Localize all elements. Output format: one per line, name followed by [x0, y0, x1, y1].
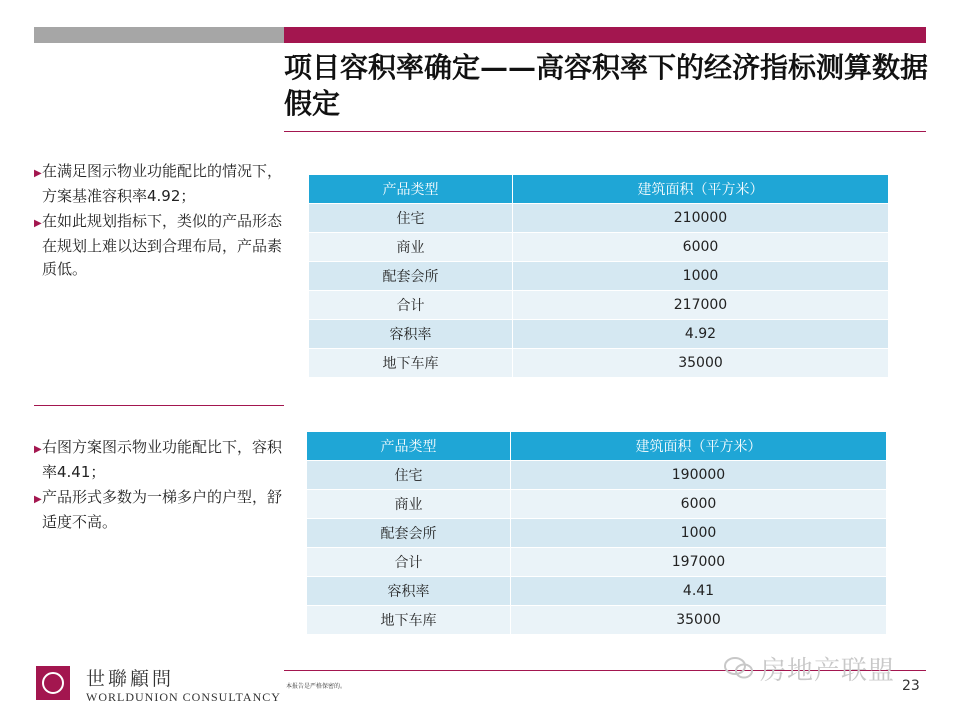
- cell-product: 商业: [307, 490, 511, 519]
- area-table-1: [308, 174, 889, 378]
- triangle-bullet-icon: ▶: [34, 218, 42, 229]
- cell-product: 合计: [307, 548, 511, 577]
- cell-product: 容积率: [307, 577, 511, 606]
- cell-area: 35000: [513, 349, 889, 378]
- triangle-bullet-icon: ▶: [34, 494, 42, 505]
- header-accent-bar: [284, 27, 926, 43]
- section-divider: [34, 405, 284, 406]
- cell-area: 1000: [511, 519, 887, 548]
- triangle-bullet-icon: ▶: [34, 444, 42, 455]
- cell-area: 6000: [513, 233, 889, 262]
- cell-area: 217000: [513, 291, 889, 320]
- header-floor-area: 建筑面积（平方米）: [513, 175, 889, 204]
- table-row: [307, 606, 887, 635]
- cell-area: 210000: [513, 204, 889, 233]
- table-row: [307, 577, 887, 606]
- table-row: [307, 461, 887, 490]
- table-row: [309, 349, 889, 378]
- table-header-row: [307, 432, 887, 461]
- wechat-icon: [724, 656, 754, 680]
- table-row: [309, 291, 889, 320]
- company-name-cn: 世聯顧問: [86, 668, 175, 690]
- title-divider: [284, 131, 926, 132]
- table-row: [307, 519, 887, 548]
- cell-product: 配套会所: [309, 262, 513, 291]
- cell-product: 合计: [309, 291, 513, 320]
- cell-product: 住宅: [307, 461, 511, 490]
- cell-product: 配套会所: [307, 519, 511, 548]
- cell-area: 197000: [511, 548, 887, 577]
- cell-area: 1000: [513, 262, 889, 291]
- bullet-item: ▶右图方案图示物业功能配比下，容积率4.41；: [34, 438, 283, 481]
- logo-mark: [42, 672, 64, 694]
- company-name-en: WORLDUNION CONSULTANCY: [86, 690, 281, 704]
- header-product-type: 产品类型: [307, 432, 511, 461]
- table-row: [309, 233, 889, 262]
- cell-area: 4.41: [511, 577, 887, 606]
- cell-area: 6000: [511, 490, 887, 519]
- company-logo-icon: [36, 666, 70, 700]
- header-gray-bar: [34, 27, 284, 43]
- cell-area: 190000: [511, 461, 887, 490]
- cell-product: 地下车库: [309, 349, 513, 378]
- bullet-item: ▶产品形式多数为一梯多户的户型，舒适度不高。: [34, 488, 283, 531]
- area-table-2: [306, 431, 887, 635]
- cell-product: 地下车库: [307, 606, 511, 635]
- cell-product: 住宅: [309, 204, 513, 233]
- cell-product: 容积率: [309, 320, 513, 349]
- watermark-text: 房地产联盟: [760, 656, 896, 686]
- page-number: 23: [902, 678, 920, 694]
- bullet-item: ▶在满足图示物业功能配比的情况下，方案基准容积率4.92；: [34, 162, 283, 205]
- cell-area: 35000: [511, 606, 887, 635]
- bullet-item: ▶在如此规划指标下，类似的产品形态在规划上难以达到合理布局，产品素质低。: [34, 212, 283, 278]
- page-title: 项目容积率确定——高容积率下的经济指标测算数据假定: [284, 51, 929, 120]
- section2-bullets: [34, 436, 284, 536]
- cell-product: 商业: [309, 233, 513, 262]
- header-floor-area: 建筑面积（平方米）: [511, 432, 887, 461]
- section1-bullets: [34, 160, 284, 283]
- table-row: [309, 204, 889, 233]
- header-product-type: 产品类型: [309, 175, 513, 204]
- table-row: [309, 320, 889, 349]
- table-row: [309, 262, 889, 291]
- confidential-note: 本报告是严格保密的。: [286, 683, 347, 690]
- table-row: [307, 548, 887, 577]
- cell-area: 4.92: [513, 320, 889, 349]
- table-row: [307, 490, 887, 519]
- triangle-bullet-icon: ▶: [34, 168, 42, 179]
- table-header-row: [309, 175, 889, 204]
